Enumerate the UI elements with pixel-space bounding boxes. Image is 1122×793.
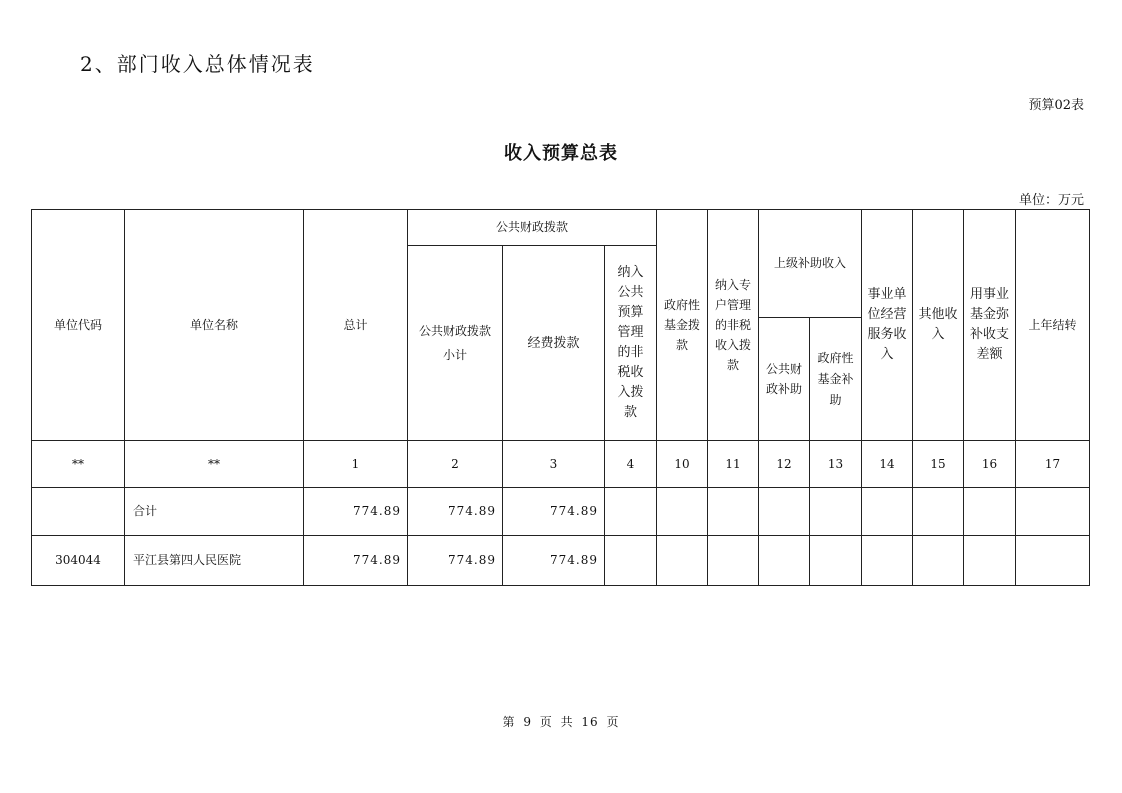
header-gov-fund-label: 政府性基金拨款 bbox=[663, 297, 700, 352]
header-business-service-label: 事业单位经营服务收入 bbox=[867, 287, 907, 362]
form-code: 预算02表 bbox=[1028, 98, 1084, 113]
row-unit-code: 304044 bbox=[32, 536, 125, 586]
header-fund-make-up bbox=[964, 210, 1016, 441]
row-empty-cell bbox=[964, 488, 1016, 536]
row-empty-cell bbox=[862, 536, 913, 586]
row-empty-cell bbox=[759, 488, 810, 536]
column-number: 4 bbox=[605, 441, 657, 488]
row-empty-cell bbox=[810, 536, 862, 586]
header-public-finance-subtotal bbox=[408, 246, 503, 441]
column-number: 1 bbox=[304, 441, 408, 488]
column-number: 17 bbox=[1016, 441, 1090, 488]
row-empty-cell bbox=[708, 488, 759, 536]
header-superior-subsidy-group: 上级补助收入 bbox=[759, 210, 862, 318]
header-public-finance-group: 公共财政拨款 bbox=[408, 210, 657, 246]
header-nontax-budget-label: 纳入公共预算管理的非税收入拨款 bbox=[617, 265, 644, 420]
row-unit-name: 合计 bbox=[125, 488, 304, 536]
header-total: 总计 bbox=[304, 210, 408, 441]
row-empty-cell bbox=[1016, 488, 1090, 536]
row-funding: 774.89 bbox=[503, 488, 605, 536]
column-number: 13 bbox=[810, 441, 862, 488]
column-number: 15 bbox=[913, 441, 964, 488]
header-nontax-budget bbox=[605, 246, 657, 441]
row-subtotal: 774.89 bbox=[408, 536, 503, 586]
row-subtotal: 774.89 bbox=[408, 488, 503, 536]
column-number: 2 bbox=[408, 441, 503, 488]
header-funding-allocation: 经费拨款 bbox=[503, 246, 605, 441]
row-empty-cell bbox=[657, 536, 708, 586]
column-number: 11 bbox=[708, 441, 759, 488]
row-empty-cell bbox=[913, 536, 964, 586]
table-row bbox=[32, 488, 1090, 536]
column-number: ** bbox=[125, 441, 304, 488]
row-empty-cell bbox=[862, 488, 913, 536]
column-number: 10 bbox=[657, 441, 708, 488]
table-title: 收入预算总表 bbox=[504, 143, 618, 164]
header-gov-fund-subsidy-label: 政府性基金补助 bbox=[817, 350, 854, 407]
header-other-income-label: 其他收入 bbox=[918, 307, 958, 342]
row-empty-cell bbox=[913, 488, 964, 536]
row-unit-name: 平江县第四人民医院 bbox=[125, 536, 304, 586]
column-number: 12 bbox=[759, 441, 810, 488]
unit-label: 单位：万元 bbox=[1018, 193, 1084, 208]
header-carryover: 上年结转 bbox=[1016, 210, 1090, 441]
header-gov-fund-subsidy bbox=[810, 318, 862, 441]
column-number: 16 bbox=[964, 441, 1016, 488]
page-footer: 第 9 页 共 16 页 bbox=[502, 715, 620, 729]
row-empty-cell bbox=[964, 536, 1016, 586]
table-row bbox=[32, 536, 1090, 586]
header-other-income bbox=[913, 210, 964, 441]
row-empty-cell bbox=[708, 536, 759, 586]
row-total: 774.89 bbox=[304, 536, 408, 586]
column-number: 14 bbox=[862, 441, 913, 488]
row-total: 774.89 bbox=[304, 488, 408, 536]
row-empty-cell bbox=[657, 488, 708, 536]
header-special-nontax bbox=[708, 210, 759, 441]
row-empty-cell bbox=[759, 536, 810, 586]
row-unit-code bbox=[32, 488, 125, 536]
column-number: ** bbox=[32, 441, 125, 488]
section-title: 2、部门收入总体情况表 bbox=[80, 52, 315, 76]
column-number-row bbox=[32, 441, 1090, 488]
row-empty-cell bbox=[810, 488, 862, 536]
header-unit-name: 单位名称 bbox=[125, 210, 304, 441]
header-public-finance-subsidy-label: 公共财政补助 bbox=[765, 361, 802, 396]
header-fund-make-up-label: 用事业基金弥补收支差额 bbox=[969, 287, 1009, 362]
header-public-finance-subsidy bbox=[759, 318, 810, 441]
header-unit-code: 单位代码 bbox=[32, 210, 125, 441]
column-number: 3 bbox=[503, 441, 605, 488]
row-empty-cell bbox=[605, 488, 657, 536]
header-special-nontax-label: 纳入专户管理的非税收入拨款 bbox=[714, 277, 751, 372]
row-empty-cell bbox=[1016, 536, 1090, 586]
income-budget-table bbox=[31, 209, 1090, 586]
header-public-finance-subtotal-label: 公共财政拨款小计 bbox=[418, 324, 491, 362]
header-gov-fund bbox=[657, 210, 708, 441]
row-empty-cell bbox=[605, 536, 657, 586]
header-business-service bbox=[862, 210, 913, 441]
row-funding: 774.89 bbox=[503, 536, 605, 586]
